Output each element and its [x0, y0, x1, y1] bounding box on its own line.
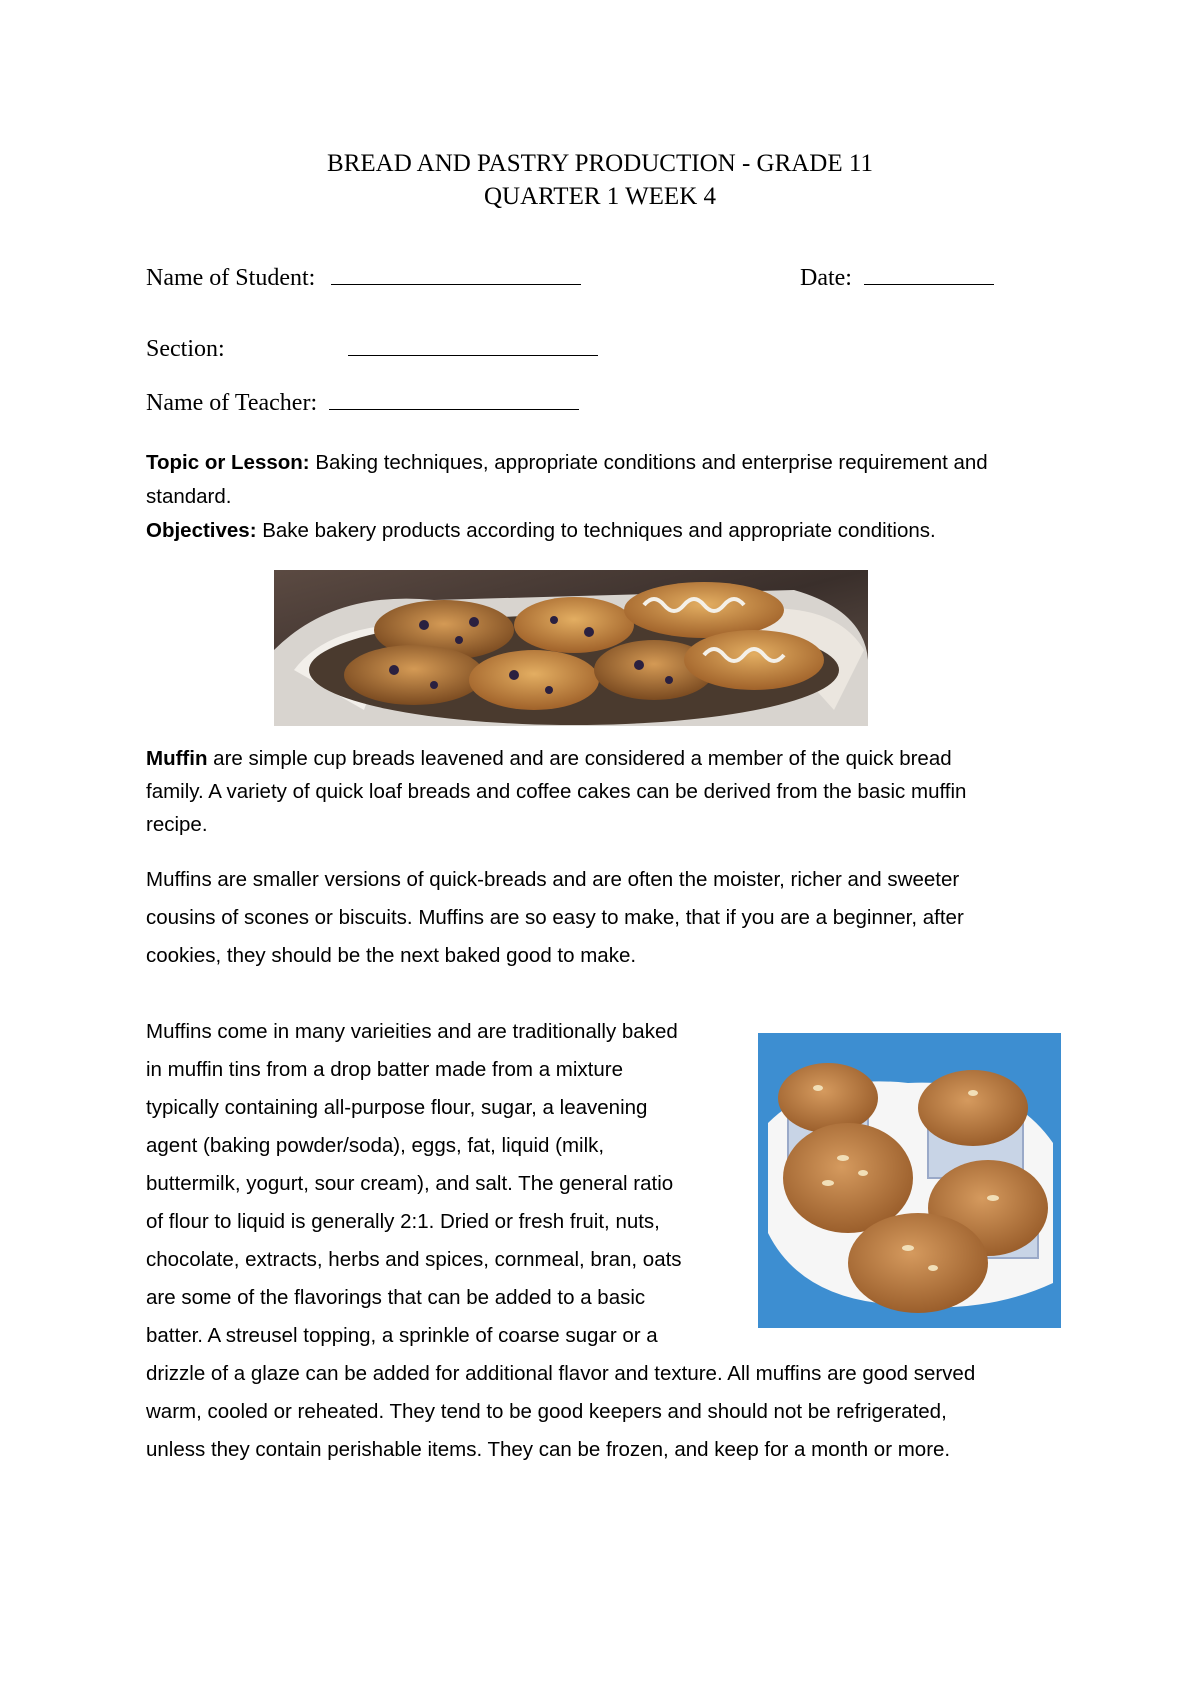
para3-line: are some of the flavorings that can be added to a basic: [146, 1286, 646, 1309]
student-name-blank[interactable]: [331, 266, 581, 285]
para3-line: Muffins come in many varieities and are traditionally baked: [146, 1020, 678, 1043]
date-blank[interactable]: [864, 266, 994, 285]
para3-line: unless they contain perishable items. They can be frozen, and keep for a month or more.: [146, 1438, 951, 1461]
para3-line: buttermilk, yogurt, sour cream), and salt. The general ratio: [146, 1172, 674, 1195]
para1-line3: recipe.: [146, 813, 208, 836]
muffin-term: Muffin: [146, 747, 208, 770]
muffin-definition-paragraph: [146, 742, 966, 841]
para3-line: warm, cooled or reheated. They tend to be good keepers and should not be refrigerated,: [146, 1400, 947, 1423]
section-blank[interactable]: [348, 337, 598, 356]
para3-line: drizzle of a glaze can be added for additional flavor and texture. All muffins are good served: [146, 1362, 976, 1385]
student-name-field: [146, 265, 581, 292]
para3-line: of flour to liquid is generally 2:1. Dried or fresh fruit, nuts,: [146, 1210, 660, 1233]
teacher-name-blank[interactable]: [329, 391, 579, 410]
objectives-text: Bake bakery products according to techniques and appropriate conditions.: [256, 519, 936, 542]
oat-muffins-photo: [758, 1033, 1061, 1328]
para3-line: batter. A streusel topping, a sprinkle of coarse sugar or a: [146, 1324, 658, 1347]
muffin-basket-photo: [274, 570, 868, 726]
para3-line: in muffin tins from a drop batter made from a mixture: [146, 1058, 624, 1081]
topic-text: Baking techniques, appropriate conditions and enterprise requirement and: [309, 451, 988, 474]
para2-line: Muffins are smaller versions of quick-breads and are often the moister, richer and sweeter: [146, 868, 960, 891]
topic-label: Topic or Lesson:: [146, 451, 310, 474]
section-field: [146, 336, 598, 363]
date-field: [800, 265, 994, 292]
para2-line: cousins of scones or biscuits. Muffins are so easy to make, that if you are a beginner, after: [146, 906, 964, 929]
para3-line: chocolate, extracts, herbs and spices, cornmeal, bran, oats: [146, 1248, 682, 1271]
document-title: BREAD AND PASTRY PRODUCTION - GRADE 11: [327, 150, 873, 177]
para3-line: agent (baking powder/soda), eggs, fat, liquid (milk,: [146, 1134, 605, 1157]
para1-line1: are simple cup breads leavened and are considered a member of the quick bread: [207, 747, 952, 770]
date-label: Date:: [800, 265, 852, 291]
para2-line: cookies, they should be the next baked good to make.: [146, 944, 637, 967]
muffin-description-paragraph: [146, 861, 964, 975]
section-label: Section:: [146, 336, 225, 362]
teacher-name-label: Name of Teacher:: [146, 390, 318, 416]
para1-line2: family. A variety of quick loaf breads and coffee cakes can be derived from the basic muffin: [146, 780, 967, 803]
topic-text-cont: standard.: [146, 485, 232, 508]
topic-block: [146, 446, 988, 548]
teacher-name-field: [146, 390, 579, 417]
para3-line: typically containing all-purpose flour, sugar, a leavening: [146, 1096, 648, 1119]
objectives-label: Objectives:: [146, 519, 257, 542]
student-name-label: Name of Student:: [146, 265, 316, 291]
document-subtitle: QUARTER 1 WEEK 4: [483, 183, 717, 210]
